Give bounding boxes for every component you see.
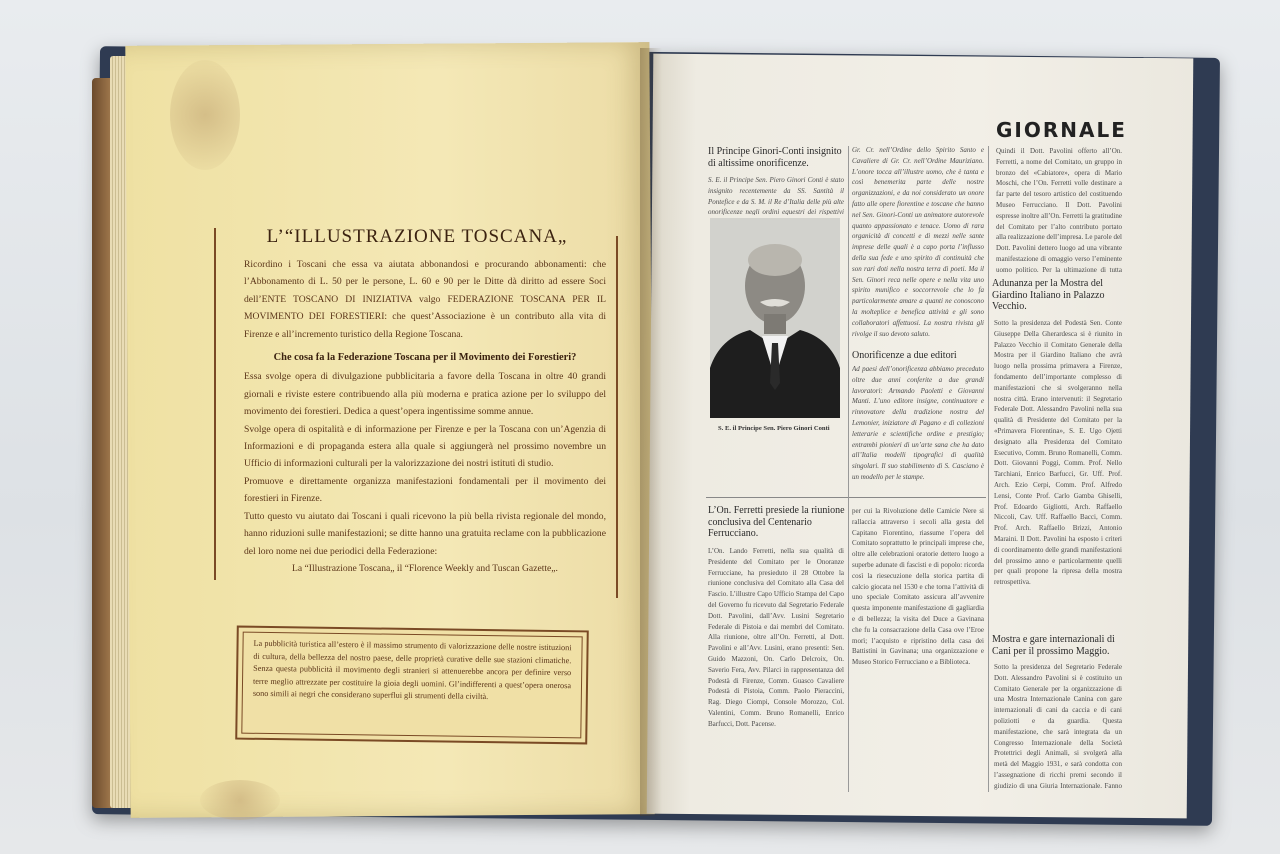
advertisement-frame	[210, 222, 624, 600]
article-text: Gr. Cr. nell’Ordine dello Spirito Santo e Cavaliere di Gr. Cr. nell’Ordine Mauriziano. L’onore tocca all’illustre uomo, che è tanta e così benemerita parte delle nostre organizzazioni, e da noi considerato un onore fatto alle opere fiorentine e toscane che hanno nel Sen. Ginori-Conti un animatore autorevole quanto appassionato e tenace. Uomo di rara organicità di concetti e di mezzi nelle sante imprese delle quali è a capo porta l’influsso della sua fede e uno spirito di continuità che son rari doti nella nostra terra di poeti. Ma il Sen. Ginori reca nelle opere e nella vita uno spirito munifico e soccorrevole che lo fa particolarmente amare a quanti ne conoscono la molteplice e benefica attività e gli sono collaboratori affettuosi. La nostra rivista gli rivolge il suo devoto saluto.	[852, 146, 984, 338]
advertisement-paragraph: Essa svolge opera di divulgazione pubblicitaria a favore della Toscana in oltre 40 grandi giornali e riviste estere contribuendo alla più moderna e pratica azione per lo sviluppo del movimento dei forestieri. Dedica a quest’opera ingentissime somme annue.	[244, 371, 606, 418]
advertisement-paragraph: Svolge opera di ospitalità e di informazione per Firenze e per la Toscana con un’Agenzia di Informazioni e di propaganda estera alla quale si aggiungerà nel prossimo novembre un Ufficio di informazioni culturali per la valorizzazione dei nostri istituti di studio.	[244, 423, 606, 470]
article-text: Sotto la presidenza del Segretario Federale Dott. Alessandro Pavolini si è costituito un Comitato Generale per la organizzazione di una Mostra Internazionale Canina con gare internazionali di cani da caccia e di cani poliziotti e da guardia. Questa manifestazione, che sarà integrata da un Congresso Internazionale della Società Protettrici degli Animali, si svolgerà alla metà del Maggio 1931, e sarà condotta con l’assegnazione di ricchi premi secondo il giudizio di una Giuria Internazionale. Fanno	[994, 663, 1122, 790]
article-title: L’On. Ferretti presiede la riunione conclusiva del Centenario Ferrucciano.	[708, 505, 845, 540]
paper-stain	[170, 60, 240, 170]
book-gutter-shadow	[640, 48, 662, 816]
advertisement-closing: La “Illustrazione Toscana„ il “Florence Weekly and Tuscan Gazette„.	[292, 562, 558, 574]
advertisement-paragraph: Ricordino i Toscani che essa va aiutata abbonandosi e procurando abbonamenti: che l’Abbonamento di L. 50 per le persone, L. 60 e 90 per le Ditte dà diritto ad essere Soci dell’ENTE TOSCANO DI INIZIATIVA valgo FEDERAZIONE TOSCANA PER IL MOVIMENTO DEI FORESTIERI: che quest’Associazione è un contributo alla vita di Firenze e all’incremento turistico della Regione Toscana.	[244, 259, 606, 340]
article-text: Quindi il Dott. Pavolini offerto all’On. Ferretti, a nome del Comitato, un gruppo in bronzo del «Cabiatore», opera di Mario Moschi, che l’On. Ferretti volle destinare a far parte del tesoro artistico del costituendo Museo Ferrucciano. Il Dott. Pavolini espresse inoltre all’On. Ferretti la gratitudine del Comitato per l’alto contributo portato alla realizzazione dell’impresa. Le parole del Dott. Pavolini dettero luogo ad una vibrante manifestazione di omaggio verso l’eminente uomo politico. Per la ultimazione di tutta	[996, 147, 1122, 274]
article-text: S. E. il Principe Sen. Piero Ginori Conti è stato insignito recentemente da SS. Santità il Pontefice e da S. M. il Re d’Italia delle più alte onorificenze negli ordini equestri dei rispettivi	[708, 176, 844, 215]
frame-rule-right	[616, 236, 618, 598]
advertisement-paragraph: Promuove e direttamente organizza manifestazioni fondamentali per il movimento dei forestieri in Firenze.	[244, 475, 606, 505]
photo-caption: S. E. il Principe Sen. Piero Ginori Conti	[718, 425, 830, 432]
article-title: Adunanza per la Mostra del Giardino Italiano in Palazzo Vecchio.	[992, 278, 1105, 313]
section-header: GIORNALE	[996, 118, 1127, 142]
frame-rule-left	[214, 228, 216, 580]
article-title: Mostra e gare internazionali di Cani per il prossimo Maggio.	[992, 634, 1115, 657]
column-divider	[706, 497, 986, 498]
paper-stain	[200, 780, 280, 820]
column-divider	[848, 146, 849, 792]
advertisement-paragraph: Tutto questo vu aiutato dai Toscani i quali ricevono la più bella rivista regionale del mondo, hanno riduzioni sulle manifestazioni; se ditte hanno una gratuita reclame con la pubblicazione del loro nome nei due periodici della Federazione:	[244, 510, 606, 557]
article-title: Il Principe Ginori-Conti insignito di altissime onorificenze.	[708, 146, 842, 169]
column-divider	[988, 146, 989, 792]
article-title: Onorificenze a due editori	[852, 350, 957, 361]
advertisement-body	[244, 256, 606, 577]
advertisement-title: L’“ILLUSTRAZIONE TOSCANA„	[266, 226, 568, 247]
article-text: Sotto la presidenza del Podestà Sen. Conte Giuseppe Della Gherardesca si è riunito in Palazzo Vecchio il Comitato Generale della Mostra per il Giardino Italiano che avrà luogo nella prossima primavera a Firenze, fondamento dell’importante complesso di manifestazioni che si svolgeranno nella nostra città. Erano intervenuti: il Segretario Federale Dott. Alessandro Pavolini nella sua qualità di Presidente del Comitato per la «Primavera Fiorentina», S. E. Ugo Ojetti designato alla Presidenza del Comitato Esecutivo, Comm. Bruno Romanelli, Comm. Dott. Giovanni Poggi, Comm. Prof. Nello Tarchiani, Enrico Barfucci, Gr. Uff. Prof. Arch. Ezio Cerpi, Comm. Prof. Alfredo Lensi, Conte Prof. Carlo Gamba Ghiselli, Prof. Edoardo Gigliotti, Arch. Raffaello Niccoli, Cav. Uff. Raffaello Bacci, Comm. Prof. Arch. Raffaello Brizzi, Antonio Maraini. Il Dott. Pavolini ha esposto i criteri di coordinamento delle grandi manifestazioni del prossimo anno e particolarmente quelli per quali propone la ripresa della mostra retrospettiva.	[994, 319, 1122, 587]
notice-text: La pubblicità turistica all’estero è il massimo strumento di valorizzazione delle nostre istituzioni di cultura, della bellezza del nostro paese, delle proprietà curative delle sue stazioni climatiche. Senza questa pubblicità il movimento degli stranieri si attenuerebbe ancora per definire verso terre meglio attrezzate per costituire la gioia degli uomini. Gl’indifferenti a quest’opera onerosa sono simili ai negri che considerano superflui gli strumenti della civiltà.	[241, 632, 582, 739]
notice-box	[235, 626, 589, 745]
advertisement-subheading: Che cosa fa la Federazione Toscana per il Movimento dei Forestieri?	[273, 352, 577, 364]
article-text: per cui la Rivoluzione delle Camicie Nere si rallaccia attraverso i secoli alla gesta del Capitano Fiorentino, riassume l’opera del Comitato soprattutto le principali imprese che, oltre alle celebrazioni oratorie dettero luogo a superbe adunate di fascisti e di popolo: ricorda così la riesecuzione della storica partita di calcio giocata nel 1530 e che torna l’attività di uno speciale Comitato assicura all’avvenire questa imponente manifestazione di gagliardia e di bellezza; la visita del Duce a Gavinana che fu la consacrazione della Casa ove l’Eroe morì; l’acquisto e ripristino della casa dei Battistini in Gavinana; una organizzazione e Museo Storico Ferrucciano e a Biblioteca.	[852, 507, 984, 667]
article-text: Ad paesi dell’onorificenza abbiamo preceduto oltre due anni conferite a due grandi lavoratori: Armando Paoletti e Giovanni Manti. L’uno editore insigne, continuatore e rinnovatore della tradizione nostra del Lemonier, iniziatore di Pagano e di collezioni letterarie e scientifiche ordine e prestigio; entrambi pionieri di un’arte sana che ha dato all’Italia modelli tipografici di qualità singolari. Il suo stabilimento di S. Casciano è un modello per le stampe.	[852, 365, 984, 481]
portrait-photo	[710, 218, 840, 418]
portrait-photo-graphic	[710, 218, 840, 418]
article-text: L’On. Lando Ferretti, nella sua qualità di Presidente del Comitato per le Onoranze Ferrucciane, ha presieduto il 28 Ottobre la riunione conclusiva del Comitato alla Casa del Fascio. L’illustre Capo Ufficio Stampa del Capo del Governo fu ricevuto dal Segretario Federale Dott. Pavolini, dall’Avv. Lusini Segretario Federale di Pistoia e dai membri del Comitato. Alla riunione, oltre all’On. Ferretti, al Dott. Pavolini e all’Avv. Lusini, erano presenti: Sen. Guido Mazzoni, On. Carlo Delcroix, On. Saverio Fera, Avv. Pilarci in rappresentanza del Podestà di Firenze, Comm. Guasco Cavaliere Podestà di Pistoia, Comm. Paolo Pieraccini, Rag. Diego Ciompi, Console Morozzo, Col. Valentini, Comm. Bruno Romanelli, Enrico Barfucci, Dott. Pacense.	[708, 547, 844, 728]
